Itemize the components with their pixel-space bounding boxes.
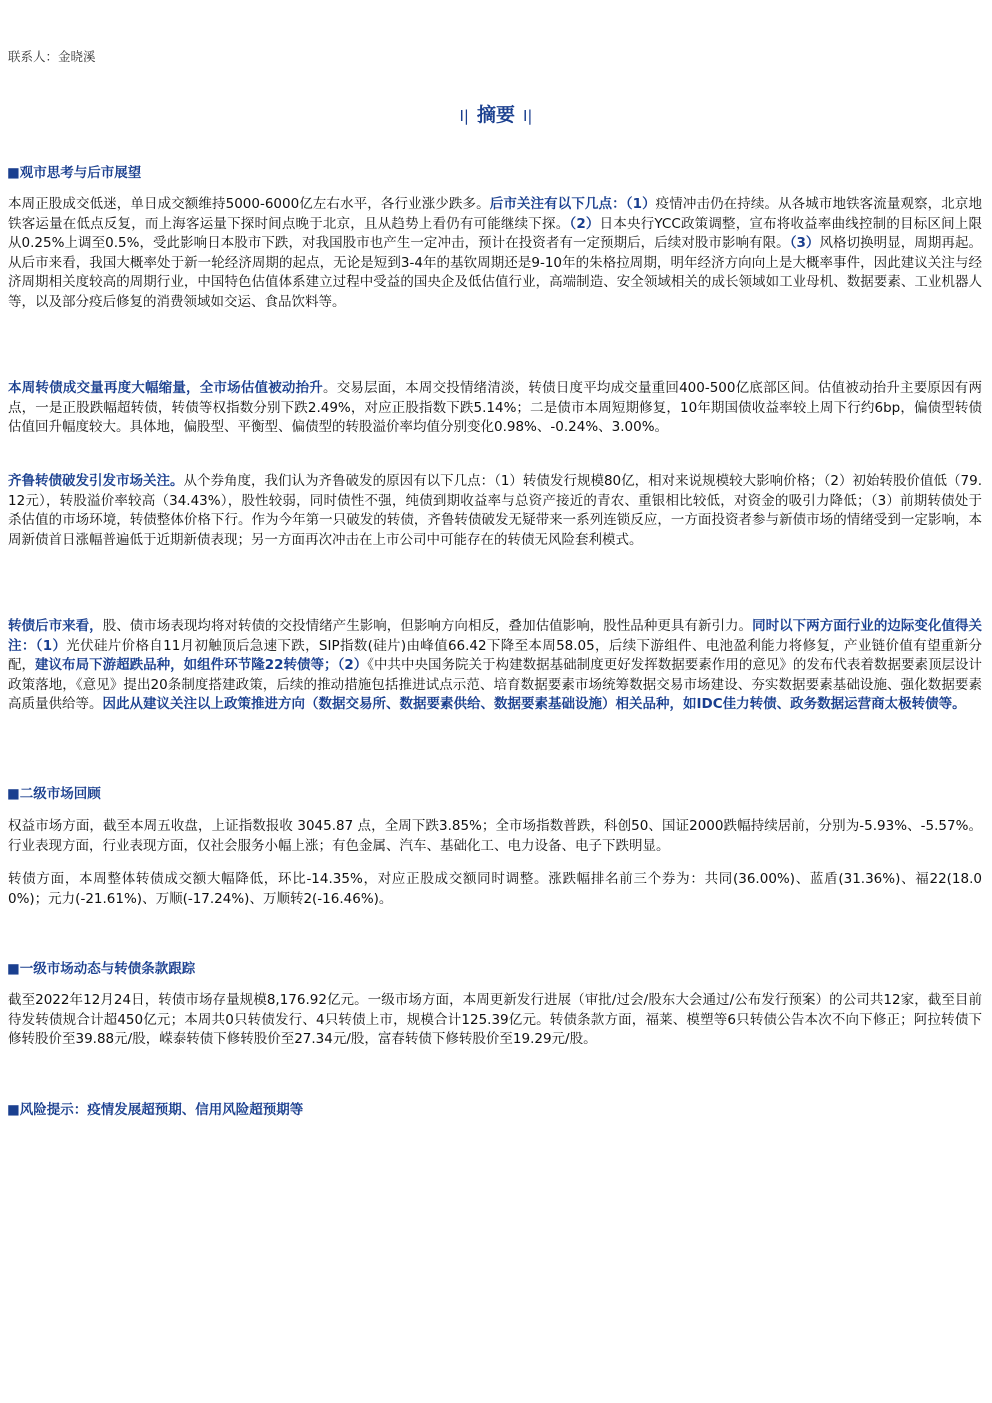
highlight-span: 后市关注有以下几点：（1）: [489, 196, 656, 212]
section-heading-risk: ■风险提示：疫情发展超预期、信用风险超预期等: [7, 1102, 304, 1118]
text-span: 。交易层面，本周交投情绪清淡，转债日度平均成交量重回400-500亿底部区间。估值被动抬升主要原因有两点，一是正股跌幅超转债，转债等权指数分别下跌2.49%，对应正股指数下跌5.14%；二是债市本周短期修复，10年期国债收益率较上周下行约6bp，偏债型转债估值回升幅度较大。具体地，偏股型、平衡型、偏债型的转股溢价率均值分别变化0.98%、-0.24%、3.00%。: [8, 380, 983, 435]
summary-heading: [0, 100, 992, 127]
section-heading-secondary: ■二级市场回顾: [7, 786, 101, 802]
highlight-span: 本周转债成交量再度大幅缩量，全市场估值被动抬升: [8, 380, 323, 396]
section-heading-primary: ■一级市场动态与转债条款跟踪: [7, 961, 196, 977]
heading-bar-right: I|: [523, 107, 533, 125]
text-span: 本周正股成交低迷，单日成交额维持5000-6000亿左右水平，各行业涨少跌多。: [8, 196, 490, 212]
paragraph-qilu-cb: [8, 472, 982, 550]
highlight-span: （3）: [789, 235, 820, 251]
text-span: 光伏硅片价格自11月初触顶后急速下跌，SIP指数(硅片)由峰值66.42下降至本周58.05，后续下游组件、电池盈利能力将修复，产业链价值有望重新分配，: [8, 637, 982, 673]
text-span: 日本央行YCC政策调整，宣布将收益率曲线控制的目标区间上限从0.25%上调至0.5%，受此影响日本股市下跌，对我国股市也产生一定冲击，预计在投资者有一定预期后，后续对股市影响有限。: [8, 215, 982, 251]
highlight-span: 齐鲁转债破发引发市场关注。: [8, 473, 184, 489]
text-span: 疫情冲击仍在持续。从各城市地铁客流量观察，北京地铁客运量在低点反复，而上海客运量下探时间点晚于北京，且从趋势上看仍有可能继续下探。: [8, 196, 982, 232]
text-span: 《中共中央国务院关于构建数据基础制度更好发挥数据要素作用的意见》的发布代表着数据要素顶层设计政策落地，《意见》提出20条制度搭建政策，后续的推动措施包括推进试点示范、培育数据要素市场统筹数据交易市场建设、夯实数据要素基础设施、强化数据要素高质量供给等。: [8, 657, 983, 712]
paragraph-cb-market: 转债方面，本周整体转债成交额大幅降低，环比-14.35%，对应正股成交额同时调整。涨跌幅排名前三个券为：共同(36.00%)、蓝盾(31.36%)、福22(18.00%)；元力(-21.61%)、万顺(-17.24%)、万顺转2(-16.46%)。: [8, 871, 982, 907]
paragraph-primary-market: 截至2022年12月24日，转债市场存量规模8,176.92亿元。一级市场方面，本周更新发行进展（审批/过会/股东大会通过/公布发行预案）的公司共12家，截至目前待发转债规合计超450亿元；本周共0只转债发行、4只转债上市，规模合计125.39亿元。转债条款方面，福莱、模塑等6只转债公告本次不向下修正；阿拉转债下修转股价至39.88元/股，嵘泰转债下修转股价至27.34元/股，富春转债下修转股价至19.29元/股。: [8, 992, 982, 1047]
heading-bar-left: I|: [459, 107, 469, 125]
paragraph-cb-outlook: [8, 617, 982, 715]
highlight-span: 转债后市来看，: [8, 618, 103, 634]
section-heading-outlook: ■观市思考与后市展望: [7, 165, 142, 181]
contact-line: 联系人：金晓溪: [8, 49, 96, 64]
text-span: 风格切换明显，周期再起。从后市来看，我国大概率处于新一轮经济周期的起点，无论是短到3-4年的基钦周期还是9-10年的朱格拉周期，明年经济方向向上是大概率事件，因此建议关注与经济周期相关度较高的周期行业，中国特色估值体系建立过程中受益的国央企及低估值行业，高端制造、安全领域相关的成长领域如工业母机、数据要素、工业机器人等，以及部分疫后修复的消费领域如交运、食品饮料等。: [8, 235, 982, 310]
highlight-span: 建议布局下游超跌品种，如组件环节隆22转债等；（2）: [35, 657, 368, 673]
summary-title-text: 摘要: [476, 104, 515, 126]
paragraph-equity-market: 权益市场方面，截至本周五收盘，上证指数报收 3045.87 点，全周下跌3.85%；全市场指数普跌，科创50、国证2000跌幅持续居前，分别为-5.93%、-5.57%。行业表现方面，行业表现方面，仅社会服务小幅上涨；有色金属、汽车、基础化工、电力设备、电子下跌明显。: [8, 818, 982, 854]
text-span: 从个券角度，我们认为齐鲁破发的原因有以下几点：（1）转债发行规模80亿，相对来说规模较大影响价格；（2）初始转股价值低（79.12元），转股溢价率较高（34.43%），股性较弱，同时债性不强，纯债到期收益率与总资产接近的青农、重银相比较低，对资金的吸引力降低；（3）前期转债处于杀估值的市场环境，转债整体价格下行。作为今年第一只破发的转债，齐鲁转债破发无疑带来一系列连锁反应，一方面投资者参与新债市场的情绪受到一定影响，本周新债首日涨幅普遍低于近期新债表现；另一方面再次冲击在上市公司中可能存在的转债无风险套利模式。: [8, 473, 982, 548]
paragraph-cb-valuation: [8, 379, 982, 438]
text-span: 股、债市场表现均将对转债的交投情绪产生影响，但影响方向相反，叠加估值影响，股性品种更具有新引力。: [102, 618, 753, 634]
paragraph-outlook: [8, 195, 982, 312]
highlight-span: 同时以下两方面行业的边际变化值得关注：（1）: [8, 618, 983, 654]
highlight-span: （2）: [569, 215, 600, 232]
highlight-span: 因此从建议关注以上政策推进方向（数据交易所、数据要素供给、数据要素基础设施）相关品种，如IDC佳力转债、政务数据运营商太极转债等。: [102, 696, 966, 712]
